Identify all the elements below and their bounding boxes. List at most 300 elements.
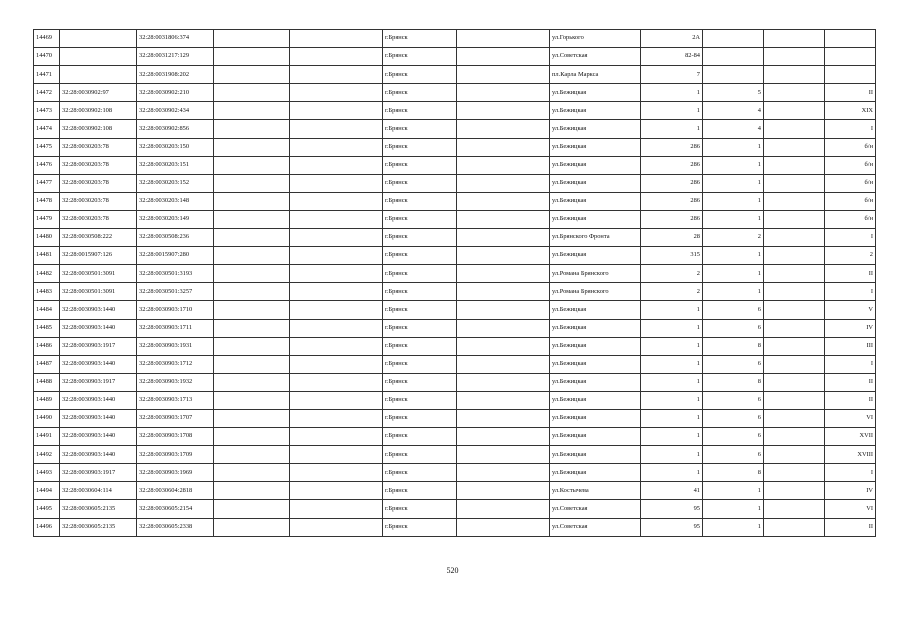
parent-cadastral-number-cell: 32:28:0030903:1440 xyxy=(60,301,137,319)
street-cell: ул.Романа Брянского xyxy=(550,265,641,283)
street-cell: ул.Романа Брянского xyxy=(550,283,641,301)
empty-cell xyxy=(457,48,550,66)
empty-cell xyxy=(214,210,290,228)
empty-cell xyxy=(457,446,550,464)
empty-cell xyxy=(290,120,383,138)
city-cell: г.Брянск xyxy=(383,174,457,192)
city-cell: г.Брянск xyxy=(383,518,457,536)
street-cell: ул.Бежицкая xyxy=(550,210,641,228)
house-number-cell: 1 xyxy=(641,373,703,391)
empty-cell xyxy=(457,174,550,192)
empty-cell xyxy=(457,138,550,156)
table-row xyxy=(34,355,876,373)
empty-cell xyxy=(457,265,550,283)
parent-cadastral-number-cell: 32:28:0030903:1917 xyxy=(60,373,137,391)
city-cell: г.Брянск xyxy=(383,138,457,156)
empty-cell xyxy=(214,174,290,192)
empty-cell xyxy=(214,355,290,373)
empty-cell xyxy=(290,482,383,500)
parent-cadastral-number-cell: 32:28:0030902:108 xyxy=(60,102,137,120)
parent-cadastral-number-cell: 32:28:0030203:78 xyxy=(60,192,137,210)
cadastral-number-cell: 32:28:0030501:3257 xyxy=(137,283,214,301)
premises-number-cell: б/н xyxy=(825,192,876,210)
row-number-cell: 14484 xyxy=(34,301,60,319)
city-cell: г.Брянск xyxy=(383,337,457,355)
house-number-cell: 1 xyxy=(641,409,703,427)
cadastral-number-cell: 32:28:0031217:129 xyxy=(137,48,214,66)
house-number-cell: 286 xyxy=(641,138,703,156)
empty-cell xyxy=(457,409,550,427)
premises-number-cell: XIX xyxy=(825,102,876,120)
cadastral-number-cell: 32:28:0030903:1932 xyxy=(137,373,214,391)
table-row xyxy=(34,464,876,482)
parent-cadastral-number-cell: 32:28:0030903:1917 xyxy=(60,337,137,355)
table-row xyxy=(34,174,876,192)
premises-number-cell: II xyxy=(825,84,876,102)
cadastral-number-cell: 32:28:0030903:1969 xyxy=(137,464,214,482)
empty-cell xyxy=(290,337,383,355)
street-cell: ул.Бежицкая xyxy=(550,409,641,427)
cadastral-number-cell: 32:28:0030902:434 xyxy=(137,102,214,120)
empty-cell xyxy=(290,428,383,446)
table-row xyxy=(34,301,876,319)
row-number-cell: 14481 xyxy=(34,247,60,265)
city-cell: г.Брянск xyxy=(383,482,457,500)
parent-cadastral-number-cell: 32:28:0030604:114 xyxy=(60,482,137,500)
registry-table xyxy=(33,29,876,537)
city-cell: г.Брянск xyxy=(383,428,457,446)
cadastral-number-cell: 32:28:0030903:1711 xyxy=(137,319,214,337)
city-cell: г.Брянск xyxy=(383,355,457,373)
empty-cell xyxy=(214,265,290,283)
table-row xyxy=(34,319,876,337)
street-cell: ул.Бежицкая xyxy=(550,446,641,464)
table-row xyxy=(34,265,876,283)
empty-cell xyxy=(214,192,290,210)
row-number-cell: 14490 xyxy=(34,409,60,427)
parent-cadastral-number-cell: 32:28:0030203:78 xyxy=(60,210,137,228)
empty-cell xyxy=(214,247,290,265)
table-row xyxy=(34,120,876,138)
table-row xyxy=(34,391,876,409)
row-number-cell: 14486 xyxy=(34,337,60,355)
empty-cell xyxy=(214,319,290,337)
empty-cell xyxy=(214,482,290,500)
premises-number-cell xyxy=(825,48,876,66)
empty-cell xyxy=(290,156,383,174)
house-number-cell: 315 xyxy=(641,247,703,265)
table-row xyxy=(34,138,876,156)
empty-cell xyxy=(457,482,550,500)
premises-number-cell: II xyxy=(825,518,876,536)
cadastral-number-cell: 32:28:0030203:149 xyxy=(137,210,214,228)
city-cell: г.Брянск xyxy=(383,102,457,120)
parent-cadastral-number-cell xyxy=(60,48,137,66)
table-body xyxy=(34,30,876,537)
street-cell: пл.Карла Маркса xyxy=(550,66,641,84)
house-number-cell: 1 xyxy=(641,84,703,102)
city-cell: г.Брянск xyxy=(383,464,457,482)
building-number-cell: 6 xyxy=(703,446,764,464)
row-number-cell: 14488 xyxy=(34,373,60,391)
empty-cell xyxy=(214,373,290,391)
empty-cell xyxy=(457,102,550,120)
parent-cadastral-number-cell: 32:28:0030501:3091 xyxy=(60,265,137,283)
premises-number-cell: I xyxy=(825,120,876,138)
row-number-cell: 14493 xyxy=(34,464,60,482)
empty-cell xyxy=(214,428,290,446)
table-row xyxy=(34,156,876,174)
building-number-cell: 1 xyxy=(703,500,764,518)
cadastral-number-cell: 32:28:0030903:1713 xyxy=(137,391,214,409)
empty-cell xyxy=(290,102,383,120)
empty-cell xyxy=(290,500,383,518)
empty-cell xyxy=(214,500,290,518)
table-row xyxy=(34,409,876,427)
empty-cell xyxy=(764,192,825,210)
empty-cell xyxy=(290,48,383,66)
house-number-cell: 286 xyxy=(641,210,703,228)
empty-cell xyxy=(764,156,825,174)
row-number-cell: 14492 xyxy=(34,446,60,464)
parent-cadastral-number-cell xyxy=(60,66,137,84)
city-cell: г.Брянск xyxy=(383,84,457,102)
building-number-cell: 6 xyxy=(703,428,764,446)
street-cell: ул.Горького xyxy=(550,30,641,48)
table-row xyxy=(34,446,876,464)
premises-number-cell: I xyxy=(825,283,876,301)
empty-cell xyxy=(214,138,290,156)
empty-cell xyxy=(764,174,825,192)
table-row xyxy=(34,210,876,228)
building-number-cell: 1 xyxy=(703,265,764,283)
empty-cell xyxy=(214,409,290,427)
city-cell: г.Брянск xyxy=(383,247,457,265)
table-row xyxy=(34,428,876,446)
city-cell: г.Брянск xyxy=(383,48,457,66)
empty-cell xyxy=(457,428,550,446)
building-number-cell: 1 xyxy=(703,482,764,500)
empty-cell xyxy=(290,355,383,373)
empty-cell xyxy=(457,518,550,536)
empty-cell xyxy=(290,84,383,102)
cadastral-number-cell: 32:28:0030903:1707 xyxy=(137,409,214,427)
house-number-cell: 1 xyxy=(641,102,703,120)
house-number-cell: 1 xyxy=(641,120,703,138)
table-row xyxy=(34,102,876,120)
parent-cadastral-number-cell: 32:28:0030902:108 xyxy=(60,120,137,138)
premises-number-cell: XVII xyxy=(825,428,876,446)
parent-cadastral-number-cell: 32:28:0030605:2135 xyxy=(60,518,137,536)
row-number-cell: 14478 xyxy=(34,192,60,210)
street-cell: ул.Бежицкая xyxy=(550,391,641,409)
table-row xyxy=(34,373,876,391)
parent-cadastral-number-cell: 32:28:0030903:1440 xyxy=(60,319,137,337)
empty-cell xyxy=(764,265,825,283)
empty-cell xyxy=(457,66,550,84)
cadastral-number-cell: 32:28:0030605:2154 xyxy=(137,500,214,518)
empty-cell xyxy=(457,355,550,373)
building-number-cell: 6 xyxy=(703,319,764,337)
empty-cell xyxy=(290,518,383,536)
premises-number-cell: II xyxy=(825,373,876,391)
parent-cadastral-number-cell: 32:28:0030903:1440 xyxy=(60,409,137,427)
parent-cadastral-number-cell: 32:28:0030902:97 xyxy=(60,84,137,102)
premises-number-cell: IV xyxy=(825,319,876,337)
empty-cell xyxy=(764,446,825,464)
building-number-cell: 4 xyxy=(703,102,764,120)
building-number-cell: 6 xyxy=(703,355,764,373)
table-row xyxy=(34,337,876,355)
city-cell: г.Брянск xyxy=(383,391,457,409)
house-number-cell: 2 xyxy=(641,283,703,301)
city-cell: г.Брянск xyxy=(383,446,457,464)
empty-cell xyxy=(290,265,383,283)
empty-cell xyxy=(214,446,290,464)
street-cell: ул.Советская xyxy=(550,518,641,536)
building-number-cell: 8 xyxy=(703,464,764,482)
premises-number-cell: б/н xyxy=(825,210,876,228)
empty-cell xyxy=(214,102,290,120)
empty-cell xyxy=(457,283,550,301)
empty-cell xyxy=(764,391,825,409)
house-number-cell: 2А xyxy=(641,30,703,48)
premises-number-cell: б/н xyxy=(825,174,876,192)
building-number-cell xyxy=(703,30,764,48)
empty-cell xyxy=(764,500,825,518)
parent-cadastral-number-cell: 32:28:0030903:1440 xyxy=(60,391,137,409)
parent-cadastral-number-cell xyxy=(60,30,137,48)
empty-cell xyxy=(764,48,825,66)
street-cell: ул.Костычева xyxy=(550,482,641,500)
empty-cell xyxy=(214,337,290,355)
cadastral-number-cell: 32:28:0031806:374 xyxy=(137,30,214,48)
city-cell: г.Брянск xyxy=(383,409,457,427)
table-row xyxy=(34,66,876,84)
house-number-cell: 2 xyxy=(641,265,703,283)
table-row xyxy=(34,482,876,500)
empty-cell xyxy=(457,319,550,337)
parent-cadastral-number-cell: 32:28:0030203:78 xyxy=(60,138,137,156)
building-number-cell: 2 xyxy=(703,229,764,247)
row-number-cell: 14471 xyxy=(34,66,60,84)
house-number-cell: 286 xyxy=(641,156,703,174)
house-number-cell: 82-84 xyxy=(641,48,703,66)
street-cell: ул.Бежицкая xyxy=(550,156,641,174)
row-number-cell: 14480 xyxy=(34,229,60,247)
row-number-cell: 14487 xyxy=(34,355,60,373)
premises-number-cell xyxy=(825,30,876,48)
row-number-cell: 14494 xyxy=(34,482,60,500)
empty-cell xyxy=(290,30,383,48)
empty-cell xyxy=(214,283,290,301)
empty-cell xyxy=(457,337,550,355)
empty-cell xyxy=(457,373,550,391)
row-number-cell: 14482 xyxy=(34,265,60,283)
parent-cadastral-number-cell: 32:28:0030605:2135 xyxy=(60,500,137,518)
cadastral-number-cell: 32:28:0030604:2818 xyxy=(137,482,214,500)
building-number-cell xyxy=(703,48,764,66)
house-number-cell: 286 xyxy=(641,174,703,192)
building-number-cell: 4 xyxy=(703,120,764,138)
empty-cell xyxy=(290,319,383,337)
cadastral-number-cell: 32:28:0030501:3193 xyxy=(137,265,214,283)
empty-cell xyxy=(214,464,290,482)
city-cell: г.Брянск xyxy=(383,319,457,337)
house-number-cell: 1 xyxy=(641,355,703,373)
parent-cadastral-number-cell: 32:28:0030903:1440 xyxy=(60,428,137,446)
empty-cell xyxy=(214,120,290,138)
parent-cadastral-number-cell: 32:28:0030903:1440 xyxy=(60,446,137,464)
street-cell: ул.Бежицкая xyxy=(550,319,641,337)
street-cell: ул.Бежицкая xyxy=(550,174,641,192)
city-cell: г.Брянск xyxy=(383,30,457,48)
premises-number-cell xyxy=(825,66,876,84)
house-number-cell: 1 xyxy=(641,446,703,464)
row-number-cell: 14485 xyxy=(34,319,60,337)
premises-number-cell: I xyxy=(825,464,876,482)
empty-cell xyxy=(764,428,825,446)
parent-cadastral-number-cell: 32:28:0015907:126 xyxy=(60,247,137,265)
city-cell: г.Брянск xyxy=(383,301,457,319)
city-cell: г.Брянск xyxy=(383,192,457,210)
house-number-cell: 1 xyxy=(641,301,703,319)
house-number-cell: 28 xyxy=(641,229,703,247)
street-cell: ул.Советская xyxy=(550,500,641,518)
empty-cell xyxy=(764,84,825,102)
cadastral-number-cell: 32:28:0015907:280 xyxy=(137,247,214,265)
premises-number-cell: I xyxy=(825,229,876,247)
table-row xyxy=(34,30,876,48)
cadastral-number-cell: 32:28:0030203:148 xyxy=(137,192,214,210)
street-cell: ул.Бежицкая xyxy=(550,84,641,102)
empty-cell xyxy=(214,84,290,102)
house-number-cell: 95 xyxy=(641,500,703,518)
premises-number-cell: V xyxy=(825,301,876,319)
row-number-cell: 14477 xyxy=(34,174,60,192)
parent-cadastral-number-cell: 32:28:0030508:222 xyxy=(60,229,137,247)
empty-cell xyxy=(214,301,290,319)
empty-cell xyxy=(214,391,290,409)
table-row xyxy=(34,247,876,265)
premises-number-cell: 2 xyxy=(825,247,876,265)
row-number-cell: 14469 xyxy=(34,30,60,48)
row-number-cell: 14470 xyxy=(34,48,60,66)
empty-cell xyxy=(764,482,825,500)
empty-cell xyxy=(764,102,825,120)
empty-cell xyxy=(290,192,383,210)
cadastral-number-cell: 32:28:0030903:1710 xyxy=(137,301,214,319)
empty-cell xyxy=(764,409,825,427)
table-row xyxy=(34,192,876,210)
empty-cell xyxy=(457,84,550,102)
premises-number-cell: IV xyxy=(825,482,876,500)
premises-number-cell: II xyxy=(825,265,876,283)
empty-cell xyxy=(290,174,383,192)
empty-cell xyxy=(764,518,825,536)
city-cell: г.Брянск xyxy=(383,283,457,301)
table-row xyxy=(34,229,876,247)
empty-cell xyxy=(290,301,383,319)
empty-cell xyxy=(764,283,825,301)
row-number-cell: 14496 xyxy=(34,518,60,536)
street-cell: ул.Бежицкая xyxy=(550,355,641,373)
city-cell: г.Брянск xyxy=(383,373,457,391)
house-number-cell: 1 xyxy=(641,428,703,446)
page-number: 520 xyxy=(446,566,459,575)
city-cell: г.Брянск xyxy=(383,210,457,228)
empty-cell xyxy=(214,30,290,48)
empty-cell xyxy=(764,66,825,84)
parent-cadastral-number-cell: 32:28:0030903:1917 xyxy=(60,464,137,482)
row-number-cell: 14475 xyxy=(34,138,60,156)
empty-cell xyxy=(457,120,550,138)
city-cell: г.Брянск xyxy=(383,500,457,518)
cadastral-number-cell: 32:28:0030203:152 xyxy=(137,174,214,192)
premises-number-cell: II xyxy=(825,391,876,409)
empty-cell xyxy=(764,355,825,373)
house-number-cell: 41 xyxy=(641,482,703,500)
building-number-cell: 1 xyxy=(703,283,764,301)
parent-cadastral-number-cell: 32:28:0030203:78 xyxy=(60,174,137,192)
building-number-cell: 8 xyxy=(703,337,764,355)
cadastral-number-cell: 32:28:0030203:150 xyxy=(137,138,214,156)
empty-cell xyxy=(457,301,550,319)
building-number-cell: 1 xyxy=(703,138,764,156)
empty-cell xyxy=(290,373,383,391)
house-number-cell: 95 xyxy=(641,518,703,536)
street-cell: ул.Бежицкая xyxy=(550,120,641,138)
house-number-cell: 1 xyxy=(641,391,703,409)
parent-cadastral-number-cell: 32:28:0030903:1440 xyxy=(60,355,137,373)
row-number-cell: 14476 xyxy=(34,156,60,174)
empty-cell xyxy=(457,464,550,482)
row-number-cell: 14474 xyxy=(34,120,60,138)
row-number-cell: 14473 xyxy=(34,102,60,120)
building-number-cell: 6 xyxy=(703,409,764,427)
building-number-cell: 1 xyxy=(703,174,764,192)
building-number-cell: 1 xyxy=(703,210,764,228)
parent-cadastral-number-cell: 32:28:0030203:78 xyxy=(60,156,137,174)
empty-cell xyxy=(457,210,550,228)
cadastral-number-cell: 32:28:0030903:1708 xyxy=(137,428,214,446)
empty-cell xyxy=(290,391,383,409)
table-row xyxy=(34,48,876,66)
street-cell: ул.Бежицкая xyxy=(550,247,641,265)
empty-cell xyxy=(457,391,550,409)
house-number-cell: 1 xyxy=(641,319,703,337)
empty-cell xyxy=(290,66,383,84)
house-number-cell: 1 xyxy=(641,464,703,482)
empty-cell xyxy=(764,464,825,482)
city-cell: г.Брянск xyxy=(383,229,457,247)
empty-cell xyxy=(290,229,383,247)
city-cell: г.Брянск xyxy=(383,66,457,84)
empty-cell xyxy=(764,229,825,247)
building-number-cell: 1 xyxy=(703,192,764,210)
cadastral-number-cell: 32:28:0031908:202 xyxy=(137,66,214,84)
cadastral-number-cell: 32:28:0030903:1931 xyxy=(137,337,214,355)
row-number-cell: 14483 xyxy=(34,283,60,301)
table-row xyxy=(34,500,876,518)
city-cell: г.Брянск xyxy=(383,156,457,174)
empty-cell xyxy=(214,156,290,174)
city-cell: г.Брянск xyxy=(383,120,457,138)
empty-cell xyxy=(214,229,290,247)
empty-cell xyxy=(764,210,825,228)
premises-number-cell: I xyxy=(825,355,876,373)
empty-cell xyxy=(764,30,825,48)
